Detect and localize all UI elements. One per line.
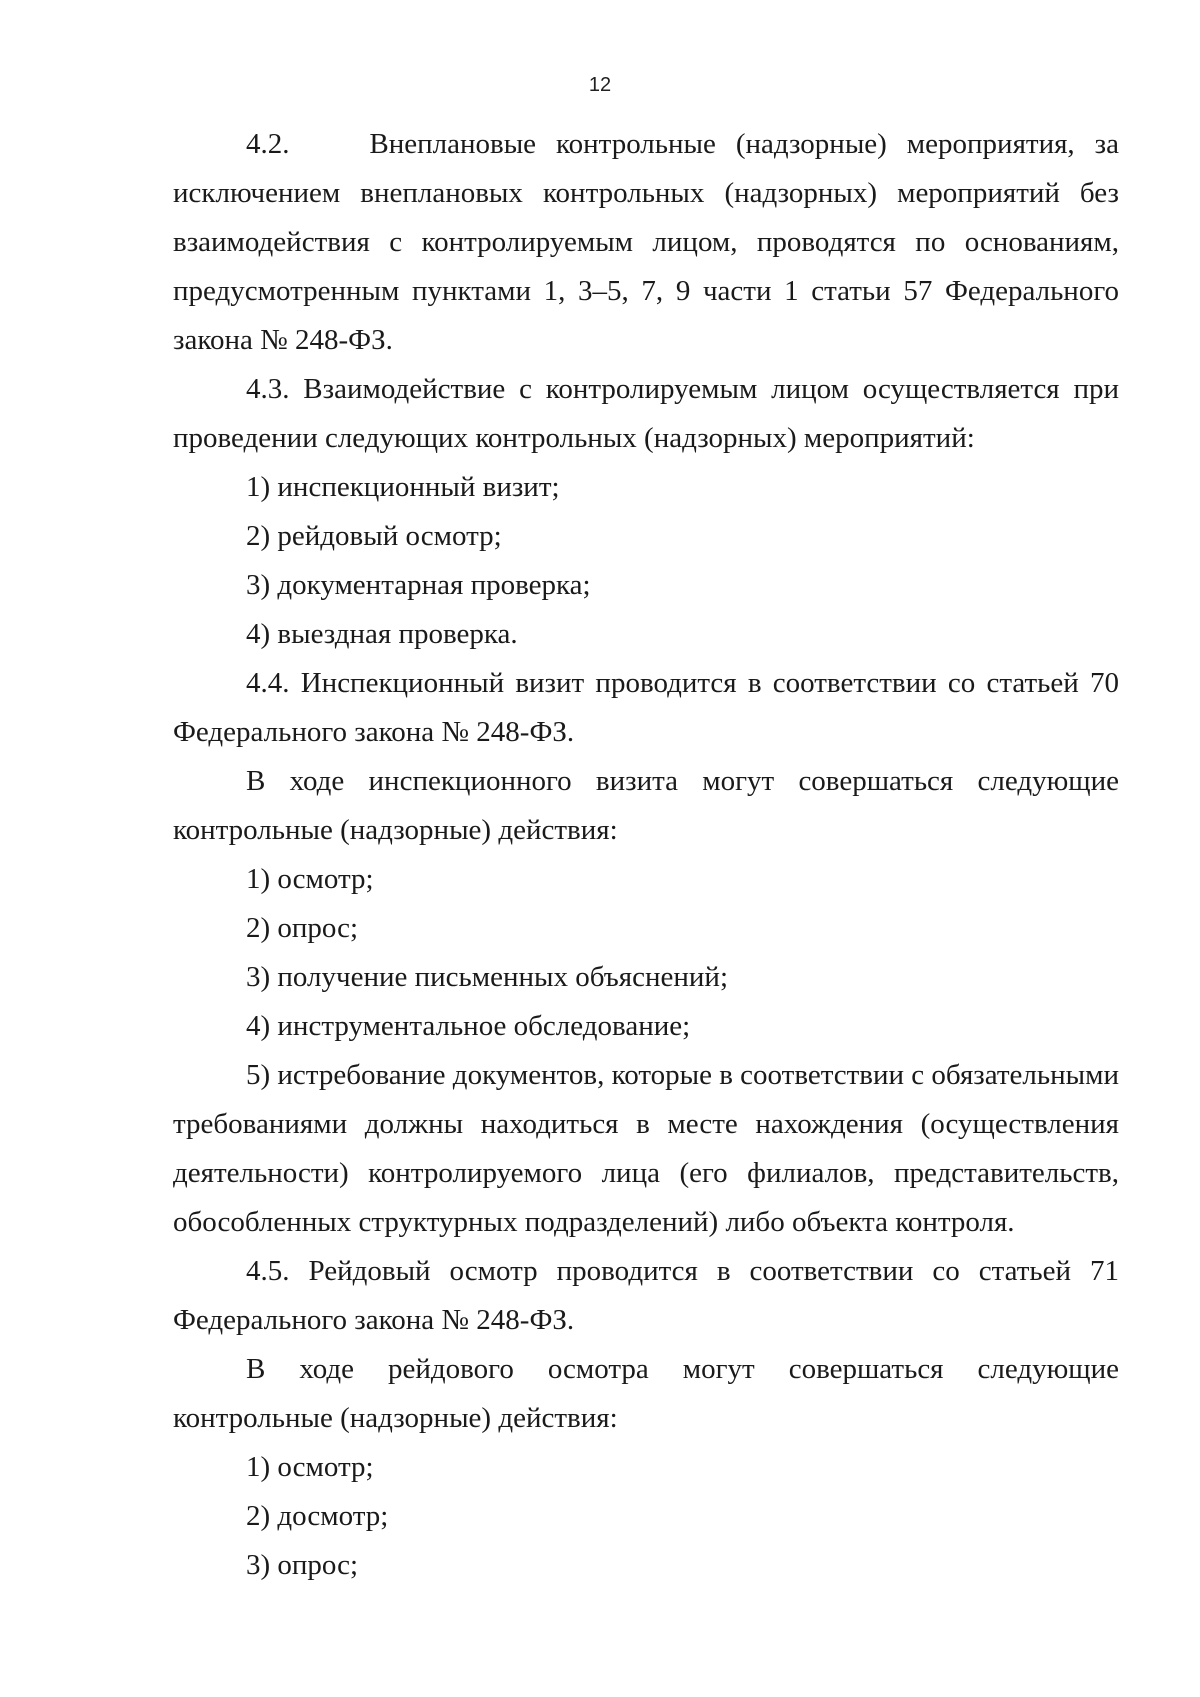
list-item: 3) получение письменных объяснений;	[246, 961, 729, 993]
list-item-long: 5) истребование документов, которые в соответствии с обязательными требованиями должны находиться в месте нахождения (осуществления деятельности) контролируемого лица (его филиалов, представительств, обособленных структурных подразделений) либо объекта контроля.	[173, 1059, 1119, 1238]
paragraph-4-3: 4.3. Взаимодействие с контролируемым лицом осуществляется при проведении следующих контрольных (надзорных) мероприятий:	[173, 373, 1119, 454]
list-item: 2) опрос;	[246, 912, 359, 944]
page-number: 12	[588, 74, 612, 96]
document-body	[173, 120, 1119, 1590]
paragraph-4-4: 4.4. Инспекционный визит проводится в соответствии со статьей 70 Федерального закона № 248-ФЗ.	[173, 667, 1119, 748]
list-item: 1) инспекционный визит;	[246, 471, 560, 503]
list-item: 3) опрос;	[246, 1549, 359, 1581]
list-item: 4) выездная проверка.	[246, 618, 518, 650]
paragraph-4-5: 4.5. Рейдовый осмотр проводится в соответствии со статьей 71 Федерального закона № 248-ФЗ.	[173, 1255, 1119, 1336]
paragraph-inspection-actions: В ходе инспекционного визита могут совершаться следующие контрольные (надзорные) действия:	[173, 765, 1119, 846]
list-item: 4) инструментальное обследование;	[246, 1010, 691, 1042]
list-item: 2) досмотр;	[246, 1500, 389, 1532]
list-item: 1) осмотр;	[246, 863, 374, 895]
list-item: 3) документарная проверка;	[246, 569, 591, 601]
list-item: 2) рейдовый осмотр;	[246, 520, 502, 552]
list-item: 1) осмотр;	[246, 1451, 374, 1483]
paragraph-4-2: 4.2. Внеплановые контрольные (надзорные) мероприятия, за исключением внеплановых контрольных (надзорных) мероприятий без взаимодействия с контролируемым лицом, проводятся по основаниям, предусмотренным пунктами 1, 3–5, 7, 9 части 1 статьи 57 Федерального закона № 248-ФЗ.	[173, 128, 1119, 356]
paragraph-raid-actions: В ходе рейдового осмотра могут совершаться следующие контрольные (надзорные) действия:	[173, 1353, 1119, 1434]
